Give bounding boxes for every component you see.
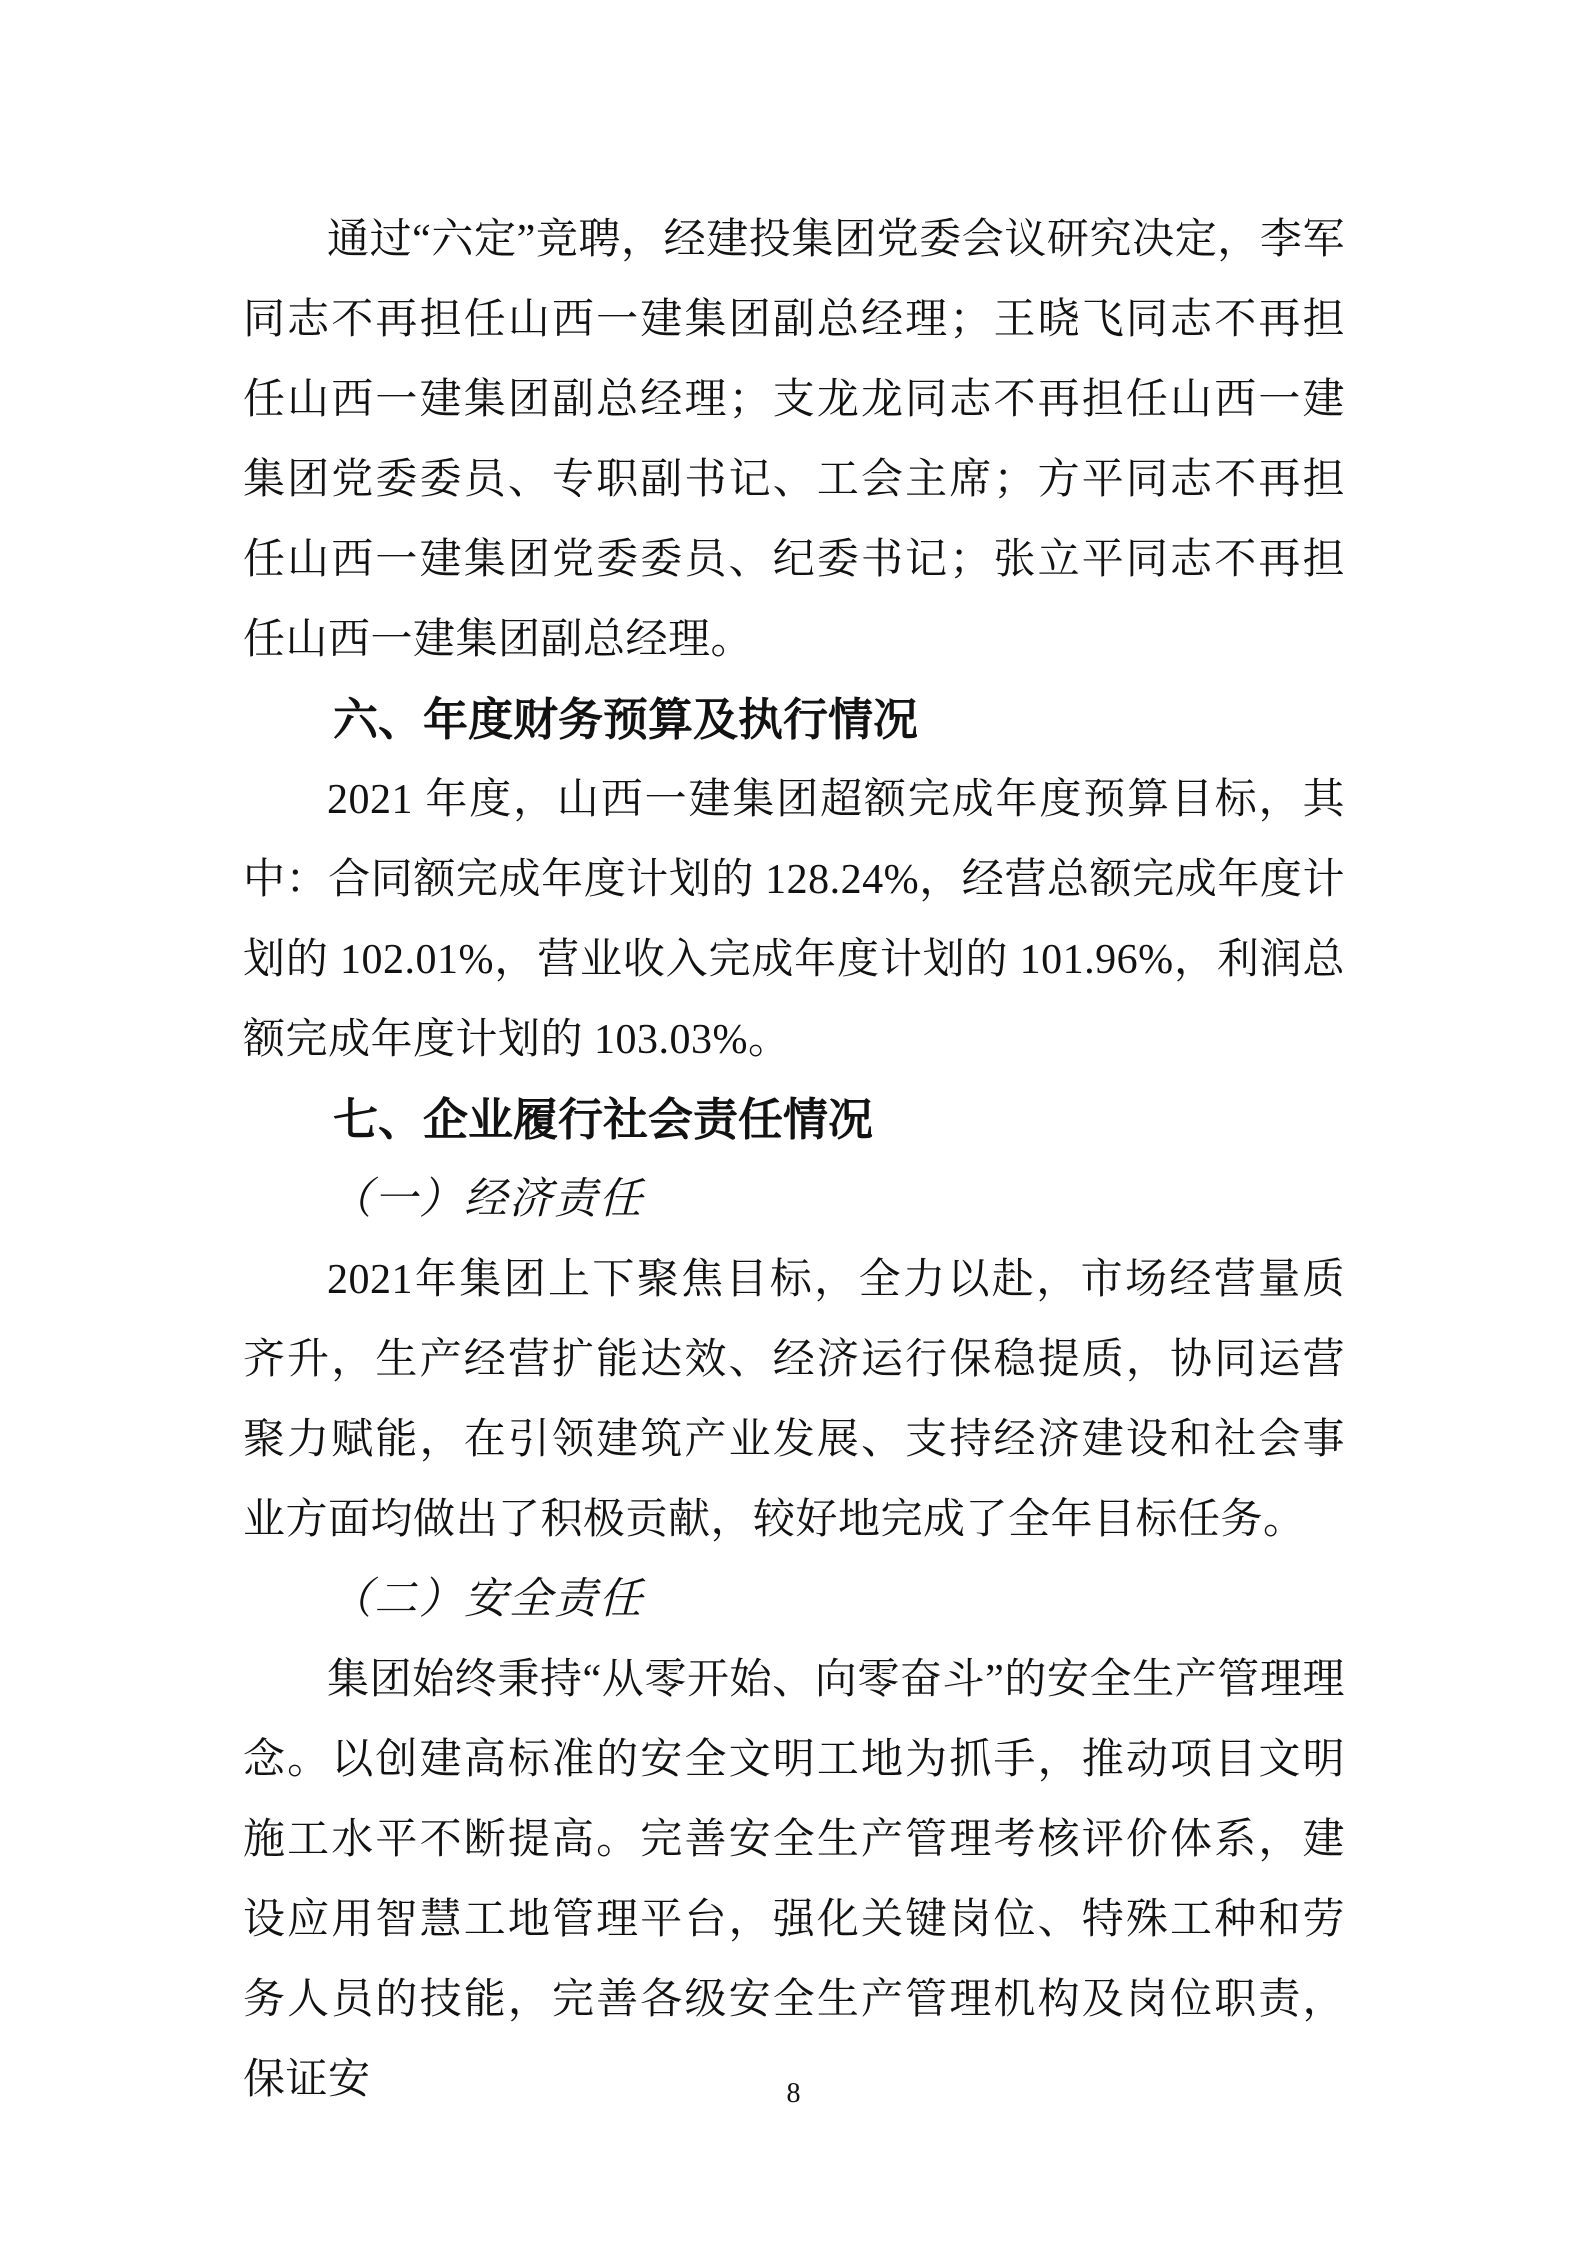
paragraph-personnel-changes: 通过“六定”竞聘，经建投集团党委会议研究决定，李军同志不再担任山西一建集团副总经理；王晓飞同志不再担任山西一建集团副总经理；支龙龙同志不再担任山西一建集团党委委员、专职副书记、工会主席；方平同志不再担任山西一建集团党委委员、纪委书记；张立平同志不再担任山西一建集团副总经理。 (243, 217, 1345, 663)
heading-section-six-budget: 六、年度财务预算及执行情况 (333, 694, 919, 745)
page-number: 8 (786, 2078, 801, 2109)
subheading-economic-responsibility: （一）经济责任 (329, 1176, 644, 1223)
subheading-safety-responsibility: （二）安全责任 (329, 1576, 644, 1623)
heading-section-seven-social-responsibility: 七、企业履行社会责任情况 (333, 1094, 874, 1145)
document-body (243, 200, 1345, 2120)
paragraph-budget-completion: 2021 年度，山西一建集团超额完成年度预算目标，其中：合同额完成年度计划的 128.24%，经营总额完成年度计划的 102.01%，营业收入完成年度计划的 101.96%，利润总额完成年度计划的 103.03%。 (243, 777, 1345, 1063)
paragraph-economic-responsibility: 2021年集团上下聚焦目标，全力以赴，市场经营量质齐升，生产经营扩能达效、经济运行保稳提质，协同运营聚力赋能，在引领建筑产业发展、支持经济建设和社会事业方面均做出了积极贡献，较好地完成了全年目标任务。 (243, 1257, 1345, 1543)
paragraph-safety-responsibility: 集团始终秉持“从零开始、向零奋斗”的安全生产管理理念。以创建高标准的安全文明工地为抓手，推动项目文明施工水平不断提高。完善安全生产管理考核评价体系，建设应用智慧工地管理平台，强化关键岗位、特殊工种和劳务人员的技能，完善各级安全生产管理机构及岗位职责，保证安 (243, 1657, 1345, 2103)
